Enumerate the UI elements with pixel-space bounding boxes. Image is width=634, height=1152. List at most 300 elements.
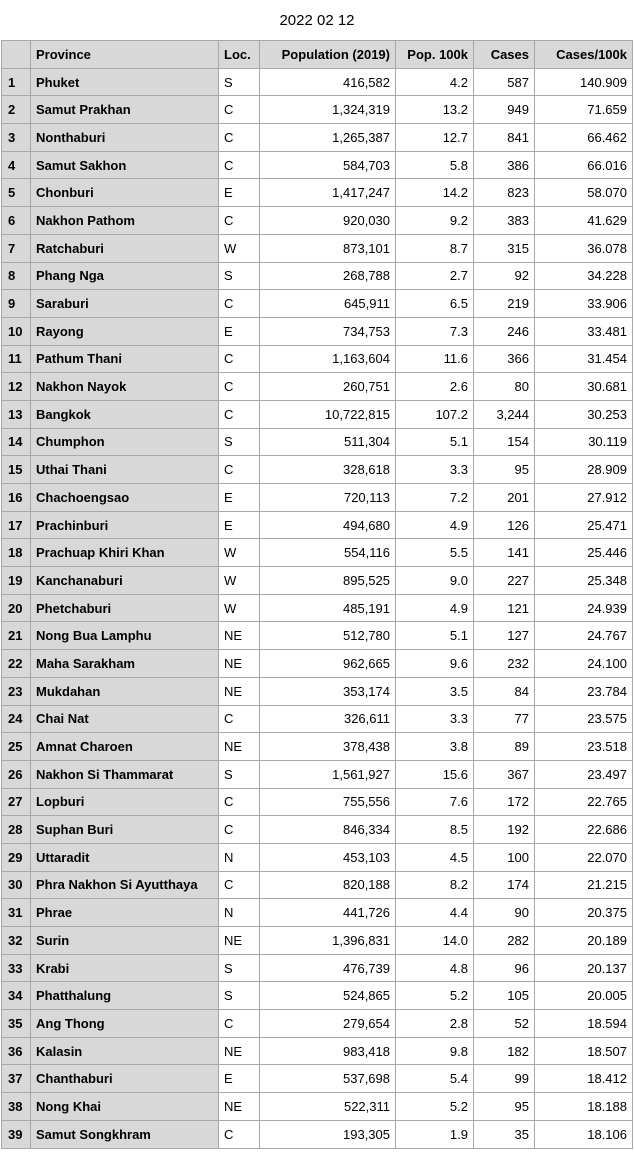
population: 873,101: [260, 234, 396, 262]
row-index: 18: [2, 539, 31, 567]
row-index: 9: [2, 290, 31, 318]
table-row: [2, 179, 633, 207]
table-row: [2, 317, 633, 345]
population: 1,265,387: [260, 124, 396, 152]
cases: 246: [474, 317, 535, 345]
cases-per-100k: 18.106: [535, 1120, 633, 1148]
cases-per-100k: 58.070: [535, 179, 633, 207]
cases-per-100k: 33.906: [535, 290, 633, 318]
population-100k: 8.7: [396, 234, 474, 262]
location-code: C: [219, 373, 260, 401]
table-row: [2, 345, 633, 373]
row-index: 14: [2, 428, 31, 456]
location-code: NE: [219, 1037, 260, 1065]
cases-per-100k: 18.188: [535, 1093, 633, 1121]
population: 755,556: [260, 788, 396, 816]
population-100k: 3.8: [396, 733, 474, 761]
header-cases-per-100k: Cases/100k: [535, 41, 633, 69]
cases: 105: [474, 982, 535, 1010]
table-row: [2, 1037, 633, 1065]
population-100k: 3.3: [396, 456, 474, 484]
population: 326,611: [260, 705, 396, 733]
row-index: 38: [2, 1093, 31, 1121]
population: 193,305: [260, 1120, 396, 1148]
cases-per-100k: 22.765: [535, 788, 633, 816]
population-100k: 4.2: [396, 68, 474, 96]
population: 846,334: [260, 816, 396, 844]
province-name: Phrae: [31, 899, 219, 927]
table-row: [2, 788, 633, 816]
population: 524,865: [260, 982, 396, 1010]
province-name: Mukdahan: [31, 677, 219, 705]
province-name: Ang Thong: [31, 1010, 219, 1038]
population-100k: 9.6: [396, 650, 474, 678]
population-100k: 107.2: [396, 400, 474, 428]
location-code: W: [219, 234, 260, 262]
province-name: Samut Songkhram: [31, 1120, 219, 1148]
province-name: Nakhon Pathom: [31, 207, 219, 235]
population-100k: 5.8: [396, 151, 474, 179]
population: 1,396,831: [260, 927, 396, 955]
table-row: [2, 816, 633, 844]
population: 10,722,815: [260, 400, 396, 428]
population-100k: 4.8: [396, 954, 474, 982]
cases-per-100k: 27.912: [535, 484, 633, 512]
province-name: Phang Nga: [31, 262, 219, 290]
table-row: [2, 954, 633, 982]
population: 983,418: [260, 1037, 396, 1065]
population-100k: 2.6: [396, 373, 474, 401]
cases-per-100k: 24.939: [535, 594, 633, 622]
table-row: [2, 96, 633, 124]
cases: 126: [474, 511, 535, 539]
cases-per-100k: 21.215: [535, 871, 633, 899]
cases: 201: [474, 484, 535, 512]
cases: 84: [474, 677, 535, 705]
location-code: C: [219, 345, 260, 373]
location-code: S: [219, 68, 260, 96]
cases-per-100k: 23.518: [535, 733, 633, 761]
row-index: 33: [2, 954, 31, 982]
table-row: [2, 594, 633, 622]
cases: 219: [474, 290, 535, 318]
cases-per-100k: 23.497: [535, 760, 633, 788]
province-name: Kanchanaburi: [31, 567, 219, 595]
table-row: [2, 484, 633, 512]
population-100k: 12.7: [396, 124, 474, 152]
row-index: 39: [2, 1120, 31, 1148]
location-code: S: [219, 760, 260, 788]
population-100k: 13.2: [396, 96, 474, 124]
province-name: Uttaradit: [31, 843, 219, 871]
population: 1,417,247: [260, 179, 396, 207]
header-location: Loc.: [219, 41, 260, 69]
table-row: [2, 456, 633, 484]
header-row: [2, 41, 633, 69]
location-code: N: [219, 899, 260, 927]
population-100k: 14.2: [396, 179, 474, 207]
province-name: Lopburi: [31, 788, 219, 816]
row-index: 28: [2, 816, 31, 844]
province-table: [1, 40, 633, 1149]
population-100k: 3.3: [396, 705, 474, 733]
table-row: [2, 843, 633, 871]
row-index: 36: [2, 1037, 31, 1065]
table-row: [2, 982, 633, 1010]
population: 279,654: [260, 1010, 396, 1038]
header-cases: Cases: [474, 41, 535, 69]
location-code: NE: [219, 622, 260, 650]
cases: 386: [474, 151, 535, 179]
cases-per-100k: 41.629: [535, 207, 633, 235]
population-100k: 5.5: [396, 539, 474, 567]
cases-per-100k: 18.507: [535, 1037, 633, 1065]
population-100k: 7.2: [396, 484, 474, 512]
cases-per-100k: 66.462: [535, 124, 633, 152]
population-100k: 4.9: [396, 594, 474, 622]
row-index: 34: [2, 982, 31, 1010]
population-100k: 9.0: [396, 567, 474, 595]
cases-per-100k: 23.575: [535, 705, 633, 733]
population-100k: 2.7: [396, 262, 474, 290]
population: 645,911: [260, 290, 396, 318]
row-index: 13: [2, 400, 31, 428]
province-name: Phetchaburi: [31, 594, 219, 622]
row-index: 3: [2, 124, 31, 152]
cases: 949: [474, 96, 535, 124]
population: 820,188: [260, 871, 396, 899]
cases: 182: [474, 1037, 535, 1065]
cases-per-100k: 20.005: [535, 982, 633, 1010]
population-100k: 5.2: [396, 1093, 474, 1121]
cases: 121: [474, 594, 535, 622]
cases: 154: [474, 428, 535, 456]
population: 537,698: [260, 1065, 396, 1093]
row-index: 4: [2, 151, 31, 179]
cases: 95: [474, 456, 535, 484]
cases: 100: [474, 843, 535, 871]
location-code: C: [219, 456, 260, 484]
location-code: S: [219, 428, 260, 456]
population-100k: 7.3: [396, 317, 474, 345]
province-name: Chumphon: [31, 428, 219, 456]
location-code: C: [219, 1120, 260, 1148]
cases: 3,244: [474, 400, 535, 428]
row-index: 11: [2, 345, 31, 373]
cases: 227: [474, 567, 535, 595]
row-index: 32: [2, 927, 31, 955]
population-100k: 1.9: [396, 1120, 474, 1148]
cases: 841: [474, 124, 535, 152]
cases: 366: [474, 345, 535, 373]
row-index: 19: [2, 567, 31, 595]
cases: 96: [474, 954, 535, 982]
population: 494,680: [260, 511, 396, 539]
province-name: Phuket: [31, 68, 219, 96]
population-100k: 7.6: [396, 788, 474, 816]
province-name: Prachinburi: [31, 511, 219, 539]
row-index: 15: [2, 456, 31, 484]
table-row: [2, 899, 633, 927]
cases-per-100k: 20.189: [535, 927, 633, 955]
cases: 172: [474, 788, 535, 816]
province-name: Krabi: [31, 954, 219, 982]
cases: 315: [474, 234, 535, 262]
cases-per-100k: 20.137: [535, 954, 633, 982]
cases: 282: [474, 927, 535, 955]
header-pop-100k: Pop. 100k: [396, 41, 474, 69]
province-name: Chonburi: [31, 179, 219, 207]
province-name: Chanthaburi: [31, 1065, 219, 1093]
table-row: [2, 262, 633, 290]
location-code: E: [219, 317, 260, 345]
table-row: [2, 650, 633, 678]
location-code: E: [219, 1065, 260, 1093]
location-code: NE: [219, 927, 260, 955]
location-code: S: [219, 954, 260, 982]
table-row: [2, 622, 633, 650]
row-index: 30: [2, 871, 31, 899]
province-name: Nong Bua Lamphu: [31, 622, 219, 650]
population-100k: 9.8: [396, 1037, 474, 1065]
table-row: [2, 124, 633, 152]
table-row: [2, 567, 633, 595]
population: 920,030: [260, 207, 396, 235]
population: 734,753: [260, 317, 396, 345]
cases: 383: [474, 207, 535, 235]
cases: 823: [474, 179, 535, 207]
header-province: Province: [31, 41, 219, 69]
row-index: 22: [2, 650, 31, 678]
province-name: Amnat Charoen: [31, 733, 219, 761]
location-code: C: [219, 705, 260, 733]
row-index: 2: [2, 96, 31, 124]
province-name: Maha Sarakham: [31, 650, 219, 678]
location-code: C: [219, 788, 260, 816]
location-code: C: [219, 400, 260, 428]
province-name: Saraburi: [31, 290, 219, 318]
row-index: 23: [2, 677, 31, 705]
table-row: [2, 705, 633, 733]
location-code: C: [219, 151, 260, 179]
cases-per-100k: 20.375: [535, 899, 633, 927]
table-row: [2, 871, 633, 899]
province-name: Nakhon Si Thammarat: [31, 760, 219, 788]
row-index: 12: [2, 373, 31, 401]
location-code: C: [219, 96, 260, 124]
population: 522,311: [260, 1093, 396, 1121]
table-row: [2, 677, 633, 705]
row-index: 17: [2, 511, 31, 539]
population-100k: 4.4: [396, 899, 474, 927]
population: 1,163,604: [260, 345, 396, 373]
population: 720,113: [260, 484, 396, 512]
cases-per-100k: 24.767: [535, 622, 633, 650]
population: 441,726: [260, 899, 396, 927]
cases: 80: [474, 373, 535, 401]
population: 453,103: [260, 843, 396, 871]
location-code: S: [219, 982, 260, 1010]
population: 511,304: [260, 428, 396, 456]
row-index: 25: [2, 733, 31, 761]
province-name: Rayong: [31, 317, 219, 345]
row-index: 6: [2, 207, 31, 235]
row-index: 24: [2, 705, 31, 733]
population-100k: 2.8: [396, 1010, 474, 1038]
cases-per-100k: 18.412: [535, 1065, 633, 1093]
population-100k: 5.1: [396, 622, 474, 650]
table-row: [2, 927, 633, 955]
table-row: [2, 760, 633, 788]
table-row: [2, 511, 633, 539]
row-index: 7: [2, 234, 31, 262]
population: 962,665: [260, 650, 396, 678]
table-row: [2, 234, 633, 262]
population: 512,780: [260, 622, 396, 650]
row-index: 16: [2, 484, 31, 512]
province-name: Uthai Thani: [31, 456, 219, 484]
cases-per-100k: 31.454: [535, 345, 633, 373]
population-100k: 11.6: [396, 345, 474, 373]
table-row: [2, 1093, 633, 1121]
cases: 141: [474, 539, 535, 567]
population-100k: 8.5: [396, 816, 474, 844]
table-row: [2, 207, 633, 235]
cases: 89: [474, 733, 535, 761]
location-code: NE: [219, 1093, 260, 1121]
cases: 174: [474, 871, 535, 899]
cases: 367: [474, 760, 535, 788]
cases: 99: [474, 1065, 535, 1093]
population: 485,191: [260, 594, 396, 622]
population-100k: 5.2: [396, 982, 474, 1010]
province-name: Pathum Thani: [31, 345, 219, 373]
row-index: 27: [2, 788, 31, 816]
location-code: W: [219, 539, 260, 567]
row-index: 37: [2, 1065, 31, 1093]
location-code: C: [219, 290, 260, 318]
location-code: C: [219, 871, 260, 899]
table-row: [2, 428, 633, 456]
cases-per-100k: 24.100: [535, 650, 633, 678]
location-code: N: [219, 843, 260, 871]
province-name: Bangkok: [31, 400, 219, 428]
population-100k: 4.9: [396, 511, 474, 539]
population-100k: 5.4: [396, 1065, 474, 1093]
cases: 127: [474, 622, 535, 650]
province-name: Prachuap Khiri Khan: [31, 539, 219, 567]
cases-per-100k: 30.119: [535, 428, 633, 456]
cases-per-100k: 25.348: [535, 567, 633, 595]
location-code: C: [219, 816, 260, 844]
cases: 92: [474, 262, 535, 290]
cases: 35: [474, 1120, 535, 1148]
header-population: Population (2019): [260, 41, 396, 69]
location-code: W: [219, 594, 260, 622]
cases-per-100k: 25.446: [535, 539, 633, 567]
table-row: [2, 1120, 633, 1148]
location-code: S: [219, 262, 260, 290]
province-name: Chai Nat: [31, 705, 219, 733]
cases-per-100k: 30.253: [535, 400, 633, 428]
cases: 192: [474, 816, 535, 844]
population: 1,324,319: [260, 96, 396, 124]
cases-per-100k: 28.909: [535, 456, 633, 484]
row-index: 29: [2, 843, 31, 871]
cases-per-100k: 140.909: [535, 68, 633, 96]
row-index: 5: [2, 179, 31, 207]
population-100k: 9.2: [396, 207, 474, 235]
population: 328,618: [260, 456, 396, 484]
population: 895,525: [260, 567, 396, 595]
location-code: NE: [219, 733, 260, 761]
population-100k: 8.2: [396, 871, 474, 899]
location-code: E: [219, 179, 260, 207]
row-index: 21: [2, 622, 31, 650]
cases-per-100k: 34.228: [535, 262, 633, 290]
location-code: E: [219, 484, 260, 512]
table-row: [2, 373, 633, 401]
cases-per-100k: 22.070: [535, 843, 633, 871]
province-name: Nonthaburi: [31, 124, 219, 152]
cases: 232: [474, 650, 535, 678]
population: 554,116: [260, 539, 396, 567]
population-100k: 4.5: [396, 843, 474, 871]
population: 353,174: [260, 677, 396, 705]
population-100k: 15.6: [396, 760, 474, 788]
row-index: 26: [2, 760, 31, 788]
cases-per-100k: 71.659: [535, 96, 633, 124]
population-100k: 3.5: [396, 677, 474, 705]
province-name: Nakhon Nayok: [31, 373, 219, 401]
province-name: Nong Khai: [31, 1093, 219, 1121]
province-name: Phra Nakhon Si Ayutthaya: [31, 871, 219, 899]
cases: 95: [474, 1093, 535, 1121]
cases-per-100k: 66.016: [535, 151, 633, 179]
row-index: 10: [2, 317, 31, 345]
row-index: 20: [2, 594, 31, 622]
cases-per-100k: 33.481: [535, 317, 633, 345]
province-name: Samut Sakhon: [31, 151, 219, 179]
location-code: C: [219, 1010, 260, 1038]
province-name: Suphan Buri: [31, 816, 219, 844]
population-100k: 5.1: [396, 428, 474, 456]
population: 378,438: [260, 733, 396, 761]
population: 1,561,927: [260, 760, 396, 788]
cases-per-100k: 22.686: [535, 816, 633, 844]
province-name: Chachoengsao: [31, 484, 219, 512]
location-code: NE: [219, 650, 260, 678]
population: 476,739: [260, 954, 396, 982]
cases-per-100k: 18.594: [535, 1010, 633, 1038]
table-row: [2, 1010, 633, 1038]
cases-per-100k: 30.681: [535, 373, 633, 401]
population: 584,703: [260, 151, 396, 179]
row-index: 35: [2, 1010, 31, 1038]
province-name: Ratchaburi: [31, 234, 219, 262]
province-name: Phatthalung: [31, 982, 219, 1010]
location-code: C: [219, 207, 260, 235]
cases: 77: [474, 705, 535, 733]
table-row: [2, 1065, 633, 1093]
table-row: [2, 539, 633, 567]
cases-per-100k: 36.078: [535, 234, 633, 262]
province-name: Surin: [31, 927, 219, 955]
table-row: [2, 151, 633, 179]
cases: 52: [474, 1010, 535, 1038]
header-index: [2, 41, 31, 69]
location-code: W: [219, 567, 260, 595]
